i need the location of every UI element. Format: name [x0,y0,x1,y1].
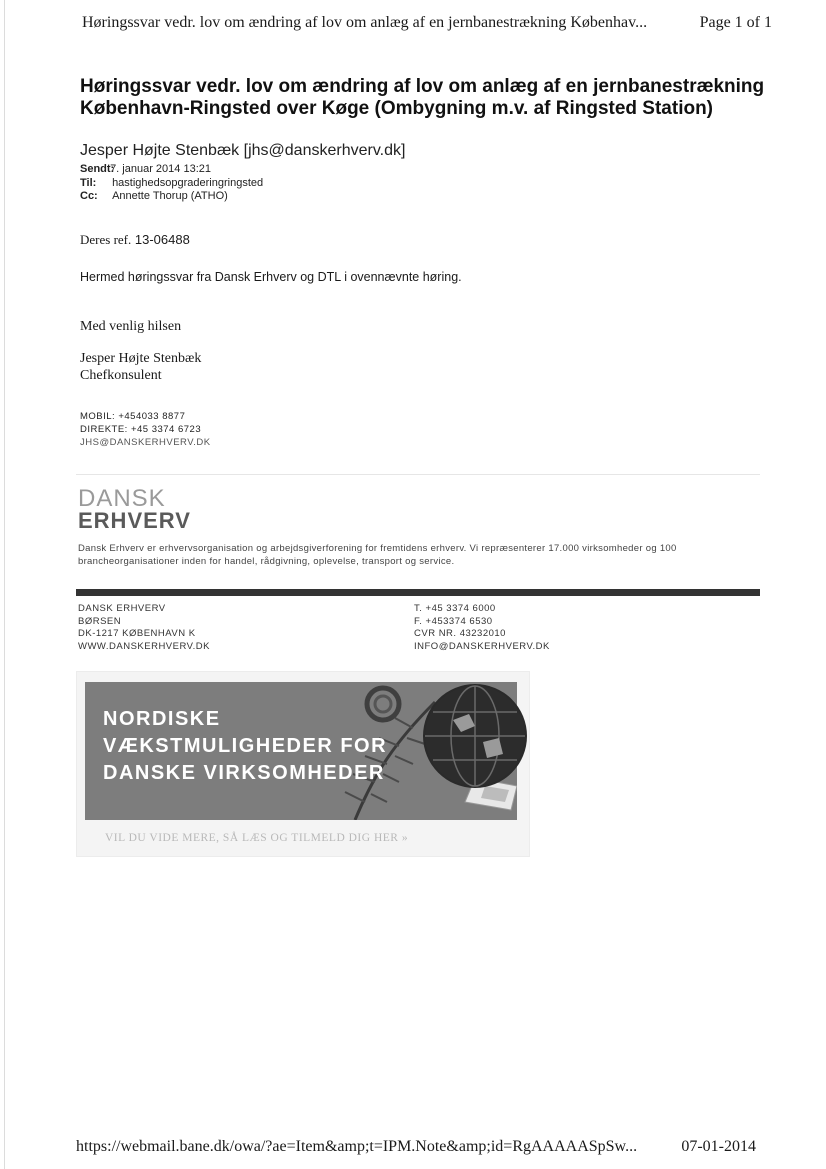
logo-erhverv: ERHVERV [78,508,191,533]
contact-mobile: MOBIL: +454033 8877 [80,411,186,422]
to-row [80,177,263,189]
address-line: DANSK ERHVERV [78,603,166,614]
address-left [78,603,210,653]
fax-line: F. +453374 6530 [414,615,493,627]
banner-title-line: DANSKE VIRKSOMHEDER [103,762,385,784]
signature [80,350,201,384]
logo-dansk: DANSK [78,485,166,512]
body-text: Hermed høringssvar fra Dansk Erhverv og DTL i ovennævnte høring. [80,270,462,284]
cc-row [80,190,228,202]
banner-image [85,682,517,820]
website-link[interactable]: WWW.DANSKERHVERV.DK [78,640,210,652]
phone-line: T. +45 3374 6000 [414,603,496,614]
signature-title: Chefkonsulent [80,368,162,383]
print-header-title: Høringssvar vedr. lov om ændring af lov om anlæg af en jernbanestrækning Københav... [82,14,648,31]
address-line: BØRSEN [78,615,122,627]
email-sender: Jesper Højte Stenbæk [jhs@danskerhverv.dk] [80,142,406,159]
cvr-line: CVR NR. 43232010 [414,628,506,639]
divider [76,474,760,475]
reference-label: Deres ref. [80,232,132,247]
to-value: hastighedsopgraderingringsted [112,177,264,189]
print-footer [76,1138,756,1156]
banner-title-line: NORDISKE [103,708,221,730]
print-header [82,14,772,32]
print-footer-url: https://webmail.bane.dk/owa/?ae=Item&amp;t=IPM.Note&amp;id=RgAAAAASpSw... [76,1138,638,1155]
sent-label: Sendt: [80,163,115,175]
globe-icon [423,684,527,788]
banner-cta-link[interactable]: VIL DU VIDE MERE, SÅ LÆS OG TILMELD DIG HER » [105,832,409,844]
sent-value: 7. januar 2014 13:21 [110,163,211,175]
address-right [414,603,550,653]
signature-name: Jesper Højte Stenbæk [80,351,202,366]
to-label: Til: [80,177,97,189]
contact-email[interactable]: JHS@DANSKERHVERV.DK [80,437,211,448]
organization-description: Dansk Erhverv er erhvervsorganisation og arbejdsgiverforening for fremtidens erhverv. Vi repræsenterer 17.000 virksomheder og 100 brancheorganisationer inden for handel, rådgivning, oplevelse, transport og service. [78,543,677,567]
scan-edge-line [4,0,5,1169]
promo-banner[interactable] [76,671,530,857]
cc-label: Cc: [80,190,98,202]
divider-thick [76,589,760,596]
email-subject: Høringssvar vedr. lov om ændring af lov om anlæg af en jernbanestrækning København-Ringsted over Køge (Ombygning m.v. af Ringsted Station) [80,76,765,119]
print-header-page: Page 1 of 1 [699,14,772,31]
banner-title-line: VÆKSTMULIGHEDER FOR [103,735,388,757]
contact-direct: DIREKTE: +45 3374 6723 [80,424,202,435]
sent-row [80,163,211,175]
reference-line [80,232,190,248]
address-line: DK-1217 KØBENHAVN K [78,628,196,639]
greeting: Med venlig hilsen [80,319,182,334]
print-footer-date: 07-01-2014 [681,1138,756,1155]
info-email-link[interactable]: INFO@DANSKERHVERV.DK [414,640,550,652]
reference-value: 13-06488 [134,232,190,247]
cc-value: Annette Thorup (ATHO) [112,190,228,202]
